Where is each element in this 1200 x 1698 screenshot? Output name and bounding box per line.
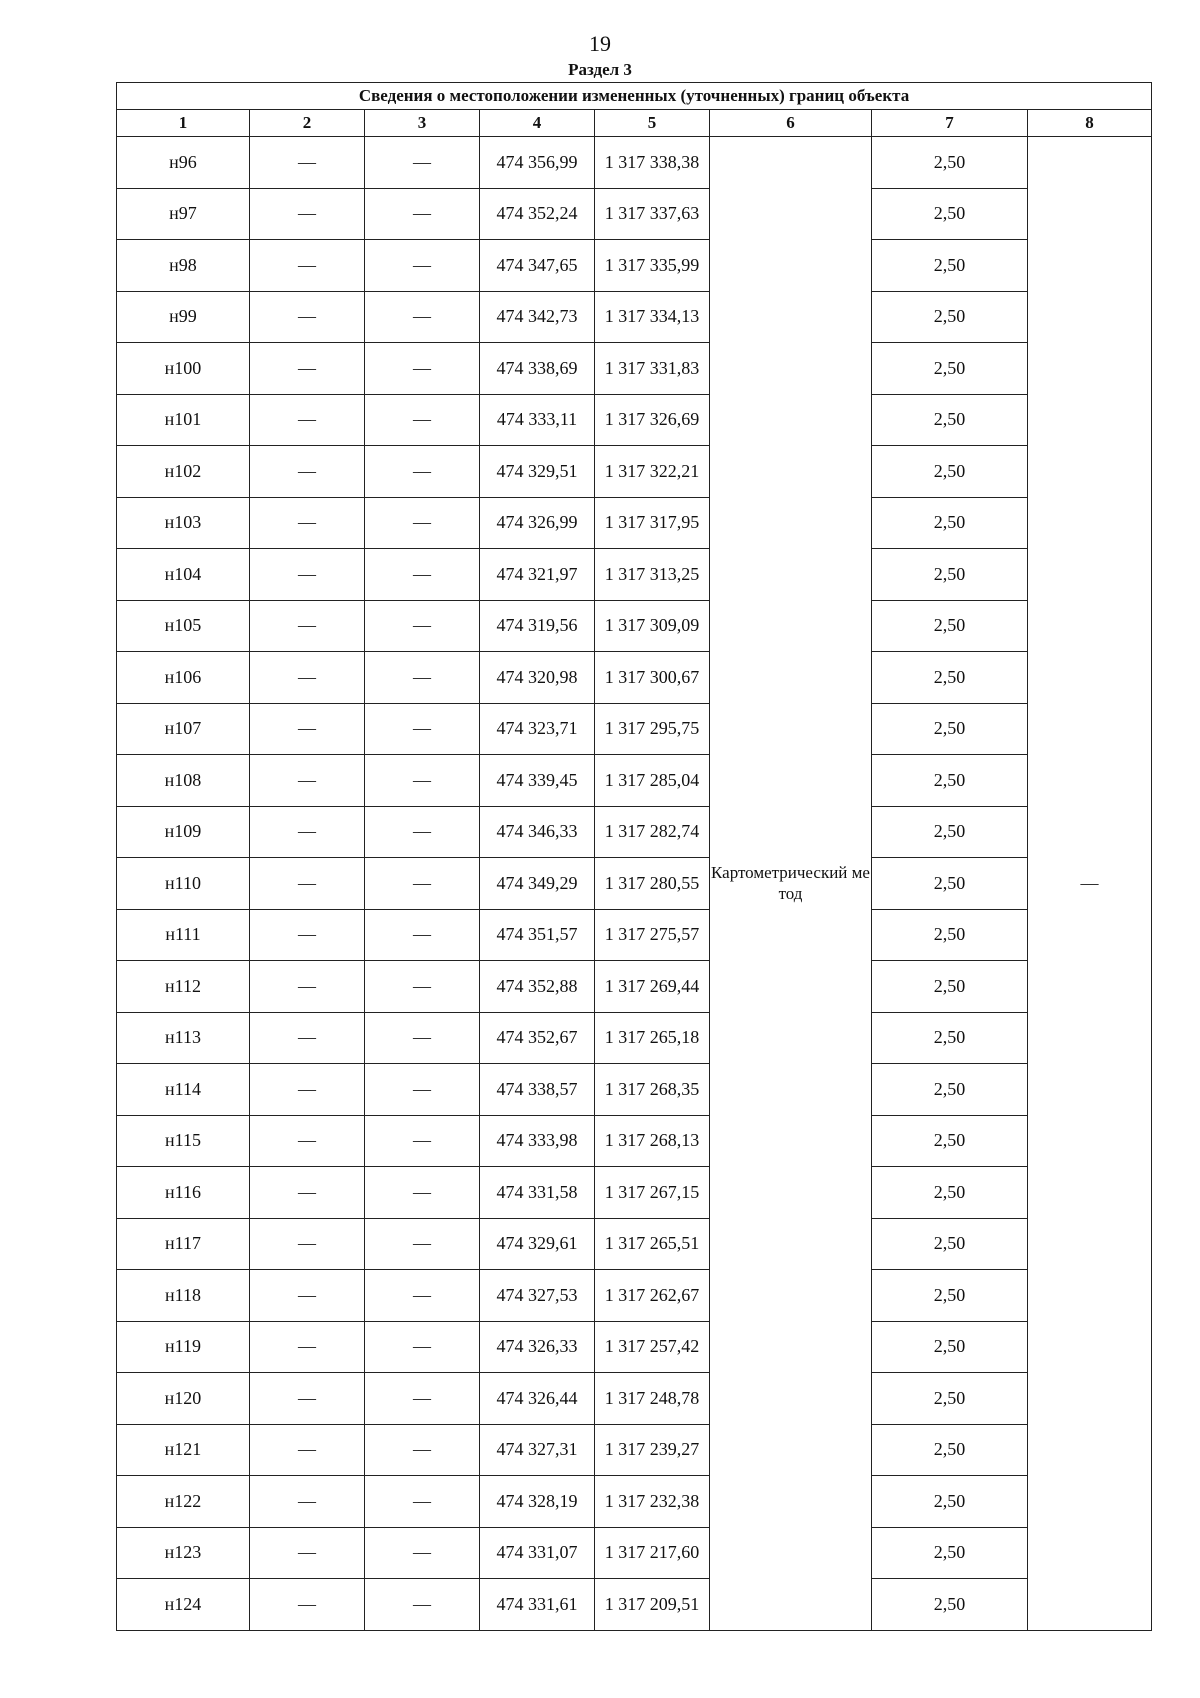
table-row (117, 1424, 1152, 1476)
point-name-cell: н122 (117, 1476, 250, 1528)
point-name-cell: н117 (117, 1218, 250, 1270)
table-row (117, 240, 1152, 292)
y-coordinate-cell: 1 317 262,67 (595, 1270, 710, 1322)
point-name-cell: н119 (117, 1321, 250, 1373)
column-3-cell: — (365, 549, 480, 601)
column-2-cell: — (250, 1476, 365, 1528)
y-coordinate-cell: 1 317 269,44 (595, 961, 710, 1013)
table-row (117, 1476, 1152, 1528)
y-coordinate-cell: 1 317 331,83 (595, 343, 710, 395)
column-2-cell: — (250, 806, 365, 858)
column-number: 5 (595, 110, 710, 137)
x-coordinate-cell: 474 333,98 (480, 1115, 595, 1167)
point-name-cell: н96 (117, 137, 250, 189)
column-3-cell: — (365, 1167, 480, 1219)
column-number: 1 (117, 110, 250, 137)
y-coordinate-cell: 1 317 280,55 (595, 858, 710, 910)
column-2-cell: — (250, 703, 365, 755)
column-2-cell: — (250, 137, 365, 189)
point-name-cell: н108 (117, 755, 250, 807)
column-3-cell: — (365, 1012, 480, 1064)
x-coordinate-cell: 474 326,33 (480, 1321, 595, 1373)
table-row (117, 1218, 1152, 1270)
x-coordinate-cell: 474 329,51 (480, 446, 595, 498)
column-7-cell: 2,50 (872, 1321, 1028, 1373)
x-coordinate-cell: 474 331,07 (480, 1527, 595, 1579)
y-coordinate-cell: 1 317 338,38 (595, 137, 710, 189)
point-name-cell: н112 (117, 961, 250, 1013)
column-3-cell: — (365, 1064, 480, 1116)
column-7-cell: 2,50 (872, 446, 1028, 498)
column-3-cell: — (365, 137, 480, 189)
column-3-cell: — (365, 1579, 480, 1631)
column-2-cell: — (250, 909, 365, 961)
column-7-cell: 2,50 (872, 652, 1028, 704)
x-coordinate-cell: 474 352,67 (480, 1012, 595, 1064)
table-row (117, 909, 1152, 961)
y-coordinate-cell: 1 317 265,51 (595, 1218, 710, 1270)
point-name-cell: н113 (117, 1012, 250, 1064)
column-2-cell: — (250, 1012, 365, 1064)
x-coordinate-cell: 474 351,57 (480, 909, 595, 961)
y-coordinate-cell: 1 317 248,78 (595, 1373, 710, 1425)
column-2-cell: — (250, 497, 365, 549)
table-row (117, 291, 1152, 343)
x-coordinate-cell: 474 347,65 (480, 240, 595, 292)
y-coordinate-cell: 1 317 282,74 (595, 806, 710, 858)
point-name-cell: н110 (117, 858, 250, 910)
table-row (117, 1527, 1152, 1579)
y-coordinate-cell: 1 317 300,67 (595, 652, 710, 704)
column-7-cell: 2,50 (872, 1373, 1028, 1425)
y-coordinate-cell: 1 317 209,51 (595, 1579, 710, 1631)
y-coordinate-cell: 1 317 295,75 (595, 703, 710, 755)
column-2-cell: — (250, 755, 365, 807)
method-cell: Картометрический метод (710, 137, 872, 1631)
column-7-cell: 2,50 (872, 1424, 1028, 1476)
column-2-cell: — (250, 240, 365, 292)
column-3-cell: — (365, 1270, 480, 1322)
column-7-cell: 2,50 (872, 1270, 1028, 1322)
page-number: 19 (589, 31, 611, 56)
table-row (117, 806, 1152, 858)
y-coordinate-cell: 1 317 268,13 (595, 1115, 710, 1167)
column-7-cell: 2,50 (872, 1579, 1028, 1631)
point-name-cell: н124 (117, 1579, 250, 1631)
column-3-cell: — (365, 343, 480, 395)
table-row (117, 755, 1152, 807)
table-row (117, 858, 1152, 910)
point-name-cell: н107 (117, 703, 250, 755)
table-row (117, 1579, 1152, 1631)
column-2-cell: — (250, 858, 365, 910)
column-7-cell: 2,50 (872, 497, 1028, 549)
column-3-cell: — (365, 240, 480, 292)
column-2-cell: — (250, 1579, 365, 1631)
column-3-cell: — (365, 446, 480, 498)
column-3-cell: — (365, 600, 480, 652)
column-7-cell: 2,50 (872, 343, 1028, 395)
table-row (117, 1373, 1152, 1425)
x-coordinate-cell: 474 327,31 (480, 1424, 595, 1476)
column-7-cell: 2,50 (872, 1218, 1028, 1270)
x-coordinate-cell: 474 342,73 (480, 291, 595, 343)
point-name-cell: н118 (117, 1270, 250, 1322)
table-row (117, 188, 1152, 240)
column-2-cell: — (250, 1270, 365, 1322)
y-coordinate-cell: 1 317 313,25 (595, 549, 710, 601)
x-coordinate-cell: 474 331,58 (480, 1167, 595, 1219)
x-coordinate-cell: 474 328,19 (480, 1476, 595, 1528)
point-name-cell: н97 (117, 188, 250, 240)
y-coordinate-cell: 1 317 317,95 (595, 497, 710, 549)
point-name-cell: н102 (117, 446, 250, 498)
x-coordinate-cell: 474 326,99 (480, 497, 595, 549)
table-row (117, 1012, 1152, 1064)
x-coordinate-cell: 474 329,61 (480, 1218, 595, 1270)
column-7-cell: 2,50 (872, 1527, 1028, 1579)
column-3-cell: — (365, 703, 480, 755)
x-coordinate-cell: 474 323,71 (480, 703, 595, 755)
x-coordinate-cell: 474 333,11 (480, 394, 595, 446)
point-name-cell: н114 (117, 1064, 250, 1116)
x-coordinate-cell: 474 331,61 (480, 1579, 595, 1631)
column-2-cell: — (250, 1527, 365, 1579)
y-coordinate-cell: 1 317 265,18 (595, 1012, 710, 1064)
column-7-cell: 2,50 (872, 755, 1028, 807)
point-name-cell: н103 (117, 497, 250, 549)
column-3-cell: — (365, 1321, 480, 1373)
y-coordinate-cell: 1 317 217,60 (595, 1527, 710, 1579)
y-coordinate-cell: 1 317 326,69 (595, 394, 710, 446)
y-coordinate-cell: 1 317 268,35 (595, 1064, 710, 1116)
point-name-cell: н109 (117, 806, 250, 858)
boundary-table (116, 82, 1152, 1631)
y-coordinate-cell: 1 317 239,27 (595, 1424, 710, 1476)
x-coordinate-cell: 474 320,98 (480, 652, 595, 704)
column-7-cell: 2,50 (872, 188, 1028, 240)
x-coordinate-cell: 474 352,88 (480, 961, 595, 1013)
y-coordinate-cell: 1 317 309,09 (595, 600, 710, 652)
column-2-cell: — (250, 343, 365, 395)
column-7-cell: 2,50 (872, 1167, 1028, 1219)
x-coordinate-cell: 474 352,24 (480, 188, 595, 240)
column-2-cell: — (250, 652, 365, 704)
column-3-cell: — (365, 1527, 480, 1579)
column-7-cell: 2,50 (872, 703, 1028, 755)
column-7-cell: 2,50 (872, 1064, 1028, 1116)
point-name-cell: н123 (117, 1527, 250, 1579)
table-row (117, 343, 1152, 395)
column-7-cell: 2,50 (872, 858, 1028, 910)
column-7-cell: 2,50 (872, 1115, 1028, 1167)
y-coordinate-cell: 1 317 322,21 (595, 446, 710, 498)
x-coordinate-cell: 474 319,56 (480, 600, 595, 652)
column-2-cell: — (250, 1373, 365, 1425)
point-name-cell: н104 (117, 549, 250, 601)
column-8-cell: — (1028, 137, 1152, 1631)
column-7-cell: 2,50 (872, 1012, 1028, 1064)
column-2-cell: — (250, 188, 365, 240)
point-name-cell: н106 (117, 652, 250, 704)
column-3-cell: — (365, 961, 480, 1013)
column-3-cell: — (365, 394, 480, 446)
y-coordinate-cell: 1 317 232,38 (595, 1476, 710, 1528)
column-number: 8 (1028, 110, 1152, 137)
point-name-cell: н120 (117, 1373, 250, 1425)
column-2-cell: — (250, 1424, 365, 1476)
y-coordinate-cell: 1 317 334,13 (595, 291, 710, 343)
column-3-cell: — (365, 652, 480, 704)
column-2-cell: — (250, 961, 365, 1013)
y-coordinate-cell: 1 317 285,04 (595, 755, 710, 807)
x-coordinate-cell: 474 326,44 (480, 1373, 595, 1425)
table-row (117, 549, 1152, 601)
x-coordinate-cell: 474 327,53 (480, 1270, 595, 1322)
column-2-cell: — (250, 1064, 365, 1116)
table-row (117, 1167, 1152, 1219)
column-number: 7 (872, 110, 1028, 137)
table-row (117, 137, 1152, 189)
column-2-cell: — (250, 1167, 365, 1219)
table-row (117, 497, 1152, 549)
y-coordinate-cell: 1 317 275,57 (595, 909, 710, 961)
table-row (117, 1115, 1152, 1167)
column-2-cell: — (250, 1321, 365, 1373)
x-coordinate-cell: 474 356,99 (480, 137, 595, 189)
x-coordinate-cell: 474 339,45 (480, 755, 595, 807)
column-7-cell: 2,50 (872, 394, 1028, 446)
table-row (117, 1064, 1152, 1116)
column-7-cell: 2,50 (872, 291, 1028, 343)
column-number: 6 (710, 110, 872, 137)
x-coordinate-cell: 474 338,57 (480, 1064, 595, 1116)
column-2-cell: — (250, 549, 365, 601)
column-7-cell: 2,50 (872, 806, 1028, 858)
column-7-cell: 2,50 (872, 600, 1028, 652)
column-3-cell: — (365, 755, 480, 807)
column-7-cell: 2,50 (872, 1476, 1028, 1528)
x-coordinate-cell: 474 346,33 (480, 806, 595, 858)
column-7-cell: 2,50 (872, 961, 1028, 1013)
column-7-cell: 2,50 (872, 549, 1028, 601)
table-row (117, 1321, 1152, 1373)
column-number: 4 (480, 110, 595, 137)
y-coordinate-cell: 1 317 335,99 (595, 240, 710, 292)
point-name-cell: н115 (117, 1115, 250, 1167)
column-3-cell: — (365, 1115, 480, 1167)
x-coordinate-cell: 474 321,97 (480, 549, 595, 601)
point-name-cell: н111 (117, 909, 250, 961)
point-name-cell: н121 (117, 1424, 250, 1476)
point-name-cell: н99 (117, 291, 250, 343)
y-coordinate-cell: 1 317 257,42 (595, 1321, 710, 1373)
column-3-cell: — (365, 1373, 480, 1425)
table-row (117, 703, 1152, 755)
column-number: 3 (365, 110, 480, 137)
table-row (117, 961, 1152, 1013)
column-numbers-row (117, 110, 1152, 137)
point-name-cell: н105 (117, 600, 250, 652)
table-row (117, 446, 1152, 498)
column-3-cell: — (365, 858, 480, 910)
column-7-cell: 2,50 (872, 240, 1028, 292)
point-name-cell: н116 (117, 1167, 250, 1219)
column-2-cell: — (250, 1115, 365, 1167)
column-2-cell: — (250, 394, 365, 446)
table-row (117, 652, 1152, 704)
table-body (117, 137, 1152, 1631)
column-2-cell: — (250, 1218, 365, 1270)
column-3-cell: — (365, 1218, 480, 1270)
column-3-cell: — (365, 1424, 480, 1476)
column-7-cell: 2,50 (872, 137, 1028, 189)
column-3-cell: — (365, 497, 480, 549)
column-3-cell: — (365, 909, 480, 961)
column-3-cell: — (365, 806, 480, 858)
column-2-cell: — (250, 600, 365, 652)
point-name-cell: н101 (117, 394, 250, 446)
x-coordinate-cell: 474 349,29 (480, 858, 595, 910)
column-2-cell: — (250, 446, 365, 498)
point-name-cell: н100 (117, 343, 250, 395)
column-3-cell: — (365, 291, 480, 343)
y-coordinate-cell: 1 317 337,63 (595, 188, 710, 240)
column-3-cell: — (365, 1476, 480, 1528)
table-row (117, 1270, 1152, 1322)
y-coordinate-cell: 1 317 267,15 (595, 1167, 710, 1219)
column-7-cell: 2,50 (872, 909, 1028, 961)
column-2-cell: — (250, 291, 365, 343)
table-title: Сведения о местоположении измененных (уточненных) границ объекта (117, 83, 1152, 110)
section-title: Раздел 3 (568, 60, 632, 79)
table-row (117, 394, 1152, 446)
column-number: 2 (250, 110, 365, 137)
point-name-cell: н98 (117, 240, 250, 292)
x-coordinate-cell: 474 338,69 (480, 343, 595, 395)
table-row (117, 600, 1152, 652)
column-3-cell: — (365, 188, 480, 240)
